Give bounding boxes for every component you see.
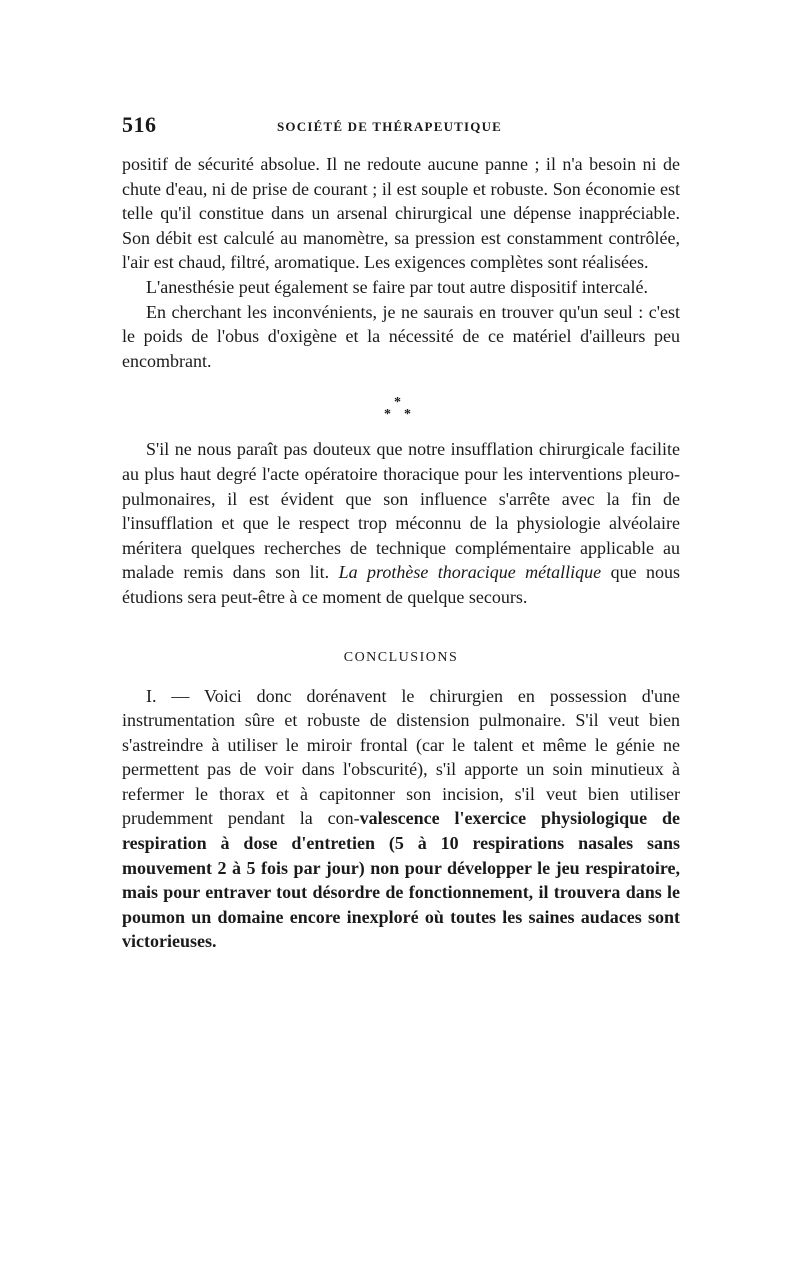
paragraph-conclusion-one xyxy=(122,684,680,955)
section-heading-conclusions: CONCLUSIONS xyxy=(343,649,459,665)
paragraph-insufflation xyxy=(122,437,680,609)
page-number: 516 xyxy=(122,112,157,137)
running-title: SOCIÉTÉ DE THÉRAPEUTIQUE xyxy=(277,119,503,134)
paragraph-text: S'il ne nous paraît pas douteux que notre insufflation chirurgicale facilite au plus haut degré l'acte opératoire thoracique pour les interventions pleuro-pulmonaires, il est évident que son influence s'arrête avec la fin de l'insufflation et que le respect trop méconnu de la physiologie alvéolaire méritera quelques recherches de technique complémentaire applicable au malade remis dans son lit. xyxy=(122,439,680,583)
book-page xyxy=(122,112,680,954)
paragraph-continuation: positif de sécurité absolue. Il ne redoute aucune panne ; il n'a besoin ni de chute d'eau, ni de prise de courant ; il est souple et robuste. Son économie est telle qu'il constitue dans un arsenal chirurgical une dépense inappréciable. Son débit est calculé au manomètre, sa pression est constamment contrôlée, l'air est chaud, filtré, aromatique. Les exigences complètes sont réalisées. xyxy=(122,154,680,273)
running-head xyxy=(122,112,680,142)
paragraph-text: que nous étudions sera peut-être à ce moment de quelque secours. xyxy=(122,562,680,607)
asterism-star: * xyxy=(394,395,401,411)
paragraph-anesthesia: L'anesthésie peut également se faire par tout autre dispositif intercalé. xyxy=(146,276,649,297)
italic-title: La prothèse thoracique métallique xyxy=(338,562,602,583)
asterism-separator xyxy=(122,373,680,437)
asterism-star: * xyxy=(384,407,391,423)
paragraph-text-bold: valescence l'exercice physiologique de respiration à dose d'entretien (5 à 10 respirations nasales sans mouvement 2 à 5 fois par jour) non pour développer le jeu respiratoire, mais pour entraver tout désordre de fonctionnement, il trouvera dans le poumon un domaine encore inexploré où toutes les saines audaces sont victorieuses. xyxy=(122,808,680,952)
asterism-star: * xyxy=(404,407,411,423)
paragraph-inconveniences: En cherchant les inconvénients, je ne saurais en trouver qu'un seul : c'est le poids de l'obus d'oxigène et la nécessité de ce matériel d'ailleurs peu encombrant. xyxy=(122,301,680,371)
paragraph-text: I. — Voici donc dorénavent le chirurgien en possession d'une instrumentation sûre et robuste de distension pulmonaire. S'il veut bien s'astreindre à utiliser le miroir frontal (car le talent et même le génie ne permettent pas de voir dans l'obscurité), s'il apporte un soin minutieux à refermer le thorax et à capitonner son incision, s'il veut bien utiliser prudemment pendant la con- xyxy=(122,685,680,829)
